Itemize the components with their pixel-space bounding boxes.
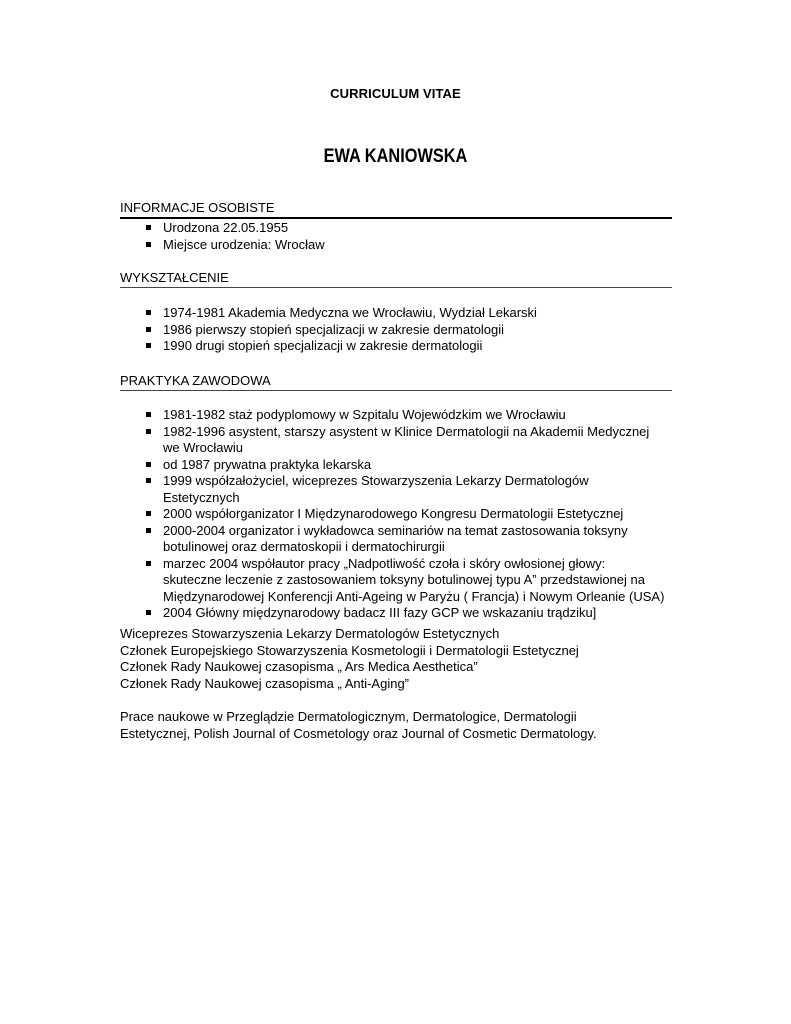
person-name: EWA KANIOWSKA bbox=[323, 146, 468, 167]
list-item: 2000-2004 organizator i wykładowca seminariów na temat zastosowania toksyny botulinowej oraz dermatoskopii i dermatochirurgii bbox=[146, 523, 666, 556]
list-item: 1990 drugi stopień specjalizacji w zakresie dermatologii bbox=[146, 338, 666, 355]
list-item: 1974-1981 Akademia Medyczna we Wrocławiu, Wydział Lekarski bbox=[146, 305, 666, 322]
education-list bbox=[146, 305, 666, 355]
section-heading-personal: INFORMACJE OSOBISTE bbox=[120, 200, 672, 219]
practice-list bbox=[146, 407, 666, 622]
list-item: 1986 pierwszy stopień specjalizacji w zakresie dermatologii bbox=[146, 322, 666, 339]
list-item: 1982-1996 asystent, starszy asystent w Klinice Dermatologii na Akademii Medycznej we Wrocławiu bbox=[146, 424, 666, 457]
list-item: 1999 współzałożyciel, wiceprezes Stowarzyszenia Lekarzy Dermatologów Estetycznych bbox=[146, 473, 666, 506]
section-heading-practice: PRAKTYKA ZAWODOWA bbox=[120, 373, 672, 391]
list-item: Urodzona 22.05.1955 bbox=[146, 220, 666, 237]
list-item: 2004 Główny międzynarodowy badacz III fazy GCP we wskazaniu trądziku] bbox=[146, 605, 666, 622]
personal-info-list bbox=[146, 220, 666, 253]
membership-line: Wiceprezes Stowarzyszenia Lekarzy Dermatologów Estetycznych bbox=[120, 626, 500, 641]
list-item: 2000 współorganizator I Międzynarodowego Kongresu Dermatologii Estetycznej bbox=[146, 506, 666, 523]
membership-line: Członek Europejskiego Stowarzyszenia Kosmetologii i Dermatologii Estetycznej bbox=[120, 642, 579, 658]
section-heading-education: WYKSZTAŁCENIE bbox=[120, 270, 672, 288]
membership-line: Członek Rady Naukowej czasopisma „ Ars Medica Aesthetica” bbox=[120, 659, 478, 674]
list-item: 1981-1982 staż podyplomowy w Szpitalu Wojewódzkim we Wrocławiu bbox=[146, 407, 666, 424]
memberships-block bbox=[120, 626, 680, 692]
list-item: marzec 2004 współautor pracy „Nadpotliwość czoła i skóry owłosionej głowy: skuteczne leczenie z zastosowaniem toksyny botulinowej typu A” przedstawionej na Międzynarodowej Konferencji Anti-Ageing w Paryżu ( Francja) i Nowym Orleanie (USA) bbox=[146, 556, 666, 606]
document-title: CURRICULUM VITAE bbox=[330, 86, 461, 101]
publications-paragraph: Prace naukowe w Przeglądzie Dermatologicznym, Dermatologice, Dermatologii Estetycznej, Polish Journal of Cosmetology oraz Journal of Cosmetic Dermatology. bbox=[120, 709, 597, 741]
membership-line: Członek Rady Naukowej czasopisma „ Anti-Aging” bbox=[120, 675, 410, 691]
list-item: od 1987 prywatna praktyka lekarska bbox=[146, 457, 666, 474]
list-item: Miejsce urodzenia: Wrocław bbox=[146, 237, 666, 254]
